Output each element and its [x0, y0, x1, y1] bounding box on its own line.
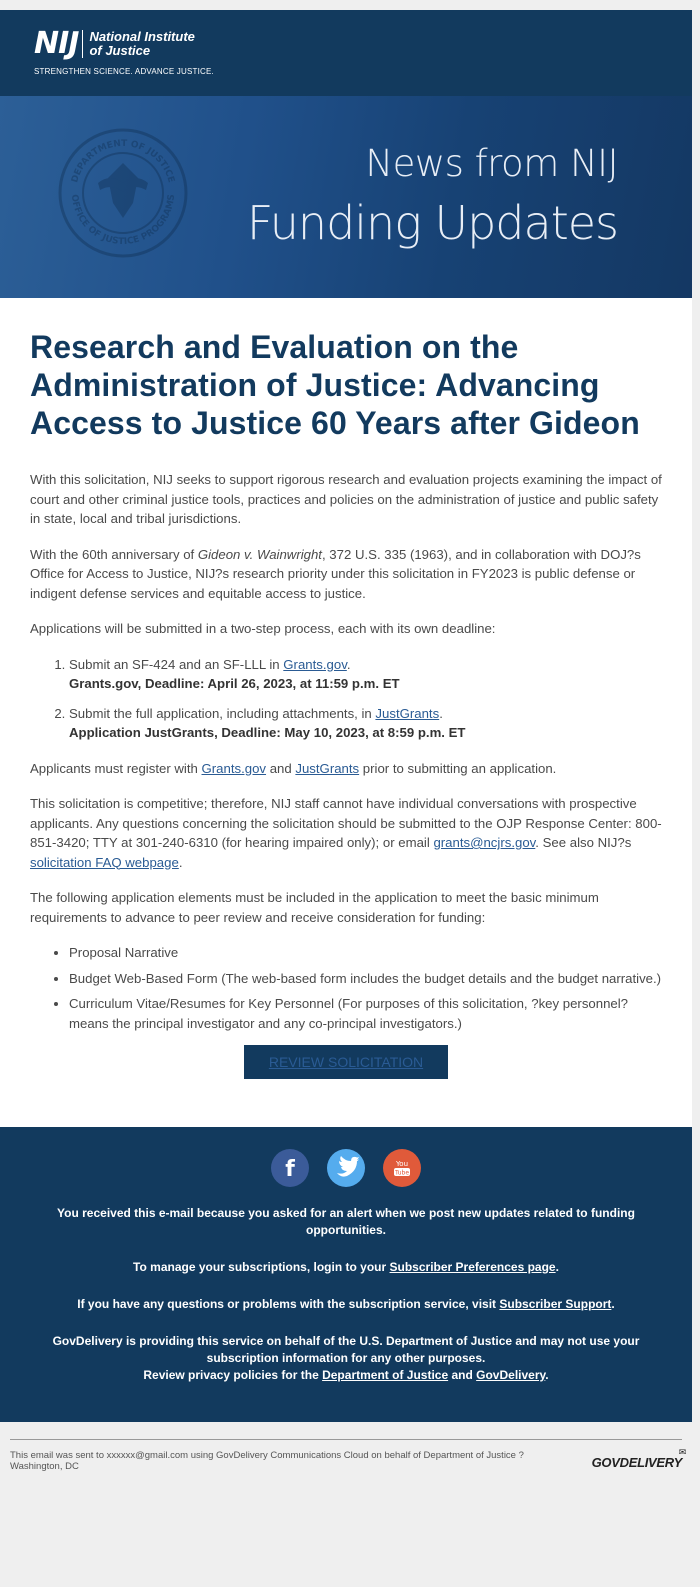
logo-divider: [82, 30, 83, 58]
main-content: [0, 298, 692, 1127]
seal-bottom-text: OFFICE OF JUSTICE PROGRAMS: [68, 193, 178, 248]
banner-line-1: News from NIJ: [365, 142, 618, 185]
email-container: [0, 10, 692, 1472]
anniversary-pre: With the 60th anniversary of: [30, 546, 198, 562]
questions-notice: [20, 1296, 672, 1313]
competitive-paragraph: [30, 794, 662, 872]
review-solicitation-button[interactable]: REVIEW SOLICITATION: [244, 1045, 448, 1079]
facebook-glyph: f: [284, 1157, 295, 1182]
register-and: and: [266, 760, 296, 776]
questions-post: .: [611, 1297, 615, 1311]
header-bar: [0, 10, 692, 96]
deadline-label: Application JustGrants, Deadline: [69, 725, 277, 740]
privacy-and: and: [448, 1368, 477, 1382]
logo-tagline: STRENGTHEN SCIENCE. ADVANCE JUSTICE.: [34, 67, 214, 76]
hero-banner: [0, 96, 692, 298]
register-grants-gov-link[interactable]: Grants.gov: [201, 760, 267, 776]
step-item: [69, 655, 662, 694]
register-paragraph: [30, 759, 662, 779]
facebook-icon[interactable]: [271, 1149, 309, 1187]
step-deadline: [69, 723, 662, 743]
govdelivery-text: GovDelivery is providing this service on behalf of the U.S. Department of Justice and may not use your subscription information for any other purposes.: [52, 1334, 640, 1365]
deadline-value: : May 10, 2023, at 8:59 p.m. ET: [276, 725, 466, 740]
mail-icon: ✉: [678, 1447, 686, 1457]
subscriber-support-link[interactable]: Subscriber Support: [499, 1297, 612, 1311]
deadline-value: : April 26, 2023, at 11:59 p.m. ET: [199, 676, 400, 691]
email-link[interactable]: grants@ncjrs.gov: [433, 835, 536, 850]
list-item: • Proposal Narrative: [69, 943, 662, 963]
list-item: • Curriculum Vitae/Resumes for Key Personnel (For purposes of this solicitation, ?key personnel? means the principal investigator and any co-principal investigators.): [69, 994, 662, 1033]
footer: [0, 1127, 692, 1422]
step-text-end: .: [439, 705, 443, 721]
received-notice: You received this e-mail because you asked for an alert when we post new updates related to funding opportunities.: [57, 1206, 635, 1237]
register-post: prior to submitting an application.: [359, 760, 557, 776]
sent-to-note: This email was sent to xxxxxx@gmail.com using GovDelivery Communications Cloud on behalf of Department of Justice ? Washington, DC: [10, 1450, 524, 1472]
doj-privacy-link[interactable]: Department of Justice: [322, 1368, 449, 1382]
steps-list: [30, 655, 662, 743]
privacy-pre: Review privacy policies for the: [143, 1368, 323, 1382]
justgrants-link[interactable]: JustGrants: [375, 705, 440, 721]
privacy-post: .: [545, 1368, 549, 1382]
anniversary-paragraph: [30, 545, 662, 604]
govdelivery-notice: [20, 1333, 672, 1384]
logo-name-line1: National Institute: [89, 29, 195, 44]
elements-intro: The following application elements must be included in the application to meet the basic minimum requirements to advance to peer review and receive consideration for funding:: [30, 890, 599, 925]
svg-text:You: You: [396, 1160, 409, 1168]
manage-post: .: [555, 1260, 559, 1274]
grants-gov-link[interactable]: Grants.gov: [283, 656, 347, 672]
nij-logo[interactable]: [34, 26, 214, 76]
govdelivery-logo[interactable]: [591, 1447, 686, 1470]
elements-list: [30, 943, 662, 1033]
govdelivery-logo-text: GOVDELIVERY: [591, 1455, 682, 1470]
list-item: • Budget Web-Based Form (The web-based form includes the budget details and the budget narrative.): [69, 969, 662, 989]
competitive-mid: . See also NIJ?s: [535, 835, 632, 850]
doj-seal-icon: [58, 128, 188, 258]
faq-link[interactable]: solicitation FAQ webpage: [30, 854, 179, 870]
social-links: [20, 1149, 672, 1187]
deadline-label: Grants.gov, Deadline: [69, 676, 200, 691]
twitter-icon[interactable]: [327, 1149, 365, 1187]
logo-name-line2: of Justice: [89, 43, 151, 58]
step-text-end: .: [346, 656, 351, 672]
youtube-icon[interactable]: [383, 1149, 421, 1187]
process-intro: Applications will be submitted in a two-step process, each with its own deadline:: [30, 621, 496, 636]
govdelivery-privacy-link[interactable]: GovDelivery: [476, 1368, 546, 1382]
page-title: Research and Evaluation on the Administration of Justice: Advancing Access to Justice 60 Years after Gideon: [30, 329, 640, 441]
questions-pre: If you have any questions or problems with the subscription service, visit: [77, 1297, 500, 1311]
competitive-post: .: [178, 854, 183, 870]
manage-notice: [20, 1259, 672, 1276]
step-text: Submit an SF-424 and an SF-LLL in: [69, 656, 284, 672]
step-text: Submit the full application, including attachments, in: [69, 705, 376, 721]
case-name: Gideon v. Wainwright: [197, 546, 322, 562]
subscriber-preferences-link[interactable]: Subscriber Preferences page: [389, 1260, 556, 1274]
banner-line-2: Funding Updates: [246, 196, 618, 250]
cta-row: [30, 1045, 662, 1079]
register-justgrants-link[interactable]: JustGrants: [295, 760, 360, 776]
svg-text:Tube: Tube: [395, 1169, 410, 1177]
intro-paragraph: With this solicitation, NIJ seeks to support rigorous research and evaluation projects examining the impact of court and other criminal justice tools, practices and policies on the administration of justice and public safety in state, local and tribal jurisdictions.: [30, 472, 662, 526]
logo-mark: NIJ: [34, 26, 79, 61]
step-item: [69, 704, 662, 743]
divider: [10, 1439, 682, 1440]
anniversary-post: , 372 U.S. 335 (1963), and in collaboration with DOJ?s Office for Access to Justice, NIJ?s research priority under this solicitation in FY2023 is public defense or indigent defense services and equitable access to justice.: [30, 546, 641, 601]
logo-name: [89, 30, 194, 58]
bottom-bar: [0, 1422, 692, 1472]
competitive-pre: This solicitation is competitive; therefore, NIJ staff cannot have individual conversations with prospective applicants. Any questions concerning the solicitation should be submitted to the OJP Response Center: 800-851-3420; TTY at 301-240-6310 (for hearing impaired only); or email: [30, 796, 662, 850]
manage-pre: To manage your subscriptions, login to your: [133, 1260, 390, 1274]
step-deadline: [69, 674, 662, 694]
seal-top-text: DEPARTMENT OF JUSTICE: [70, 138, 176, 184]
register-pre: Applicants must register with: [30, 760, 202, 776]
